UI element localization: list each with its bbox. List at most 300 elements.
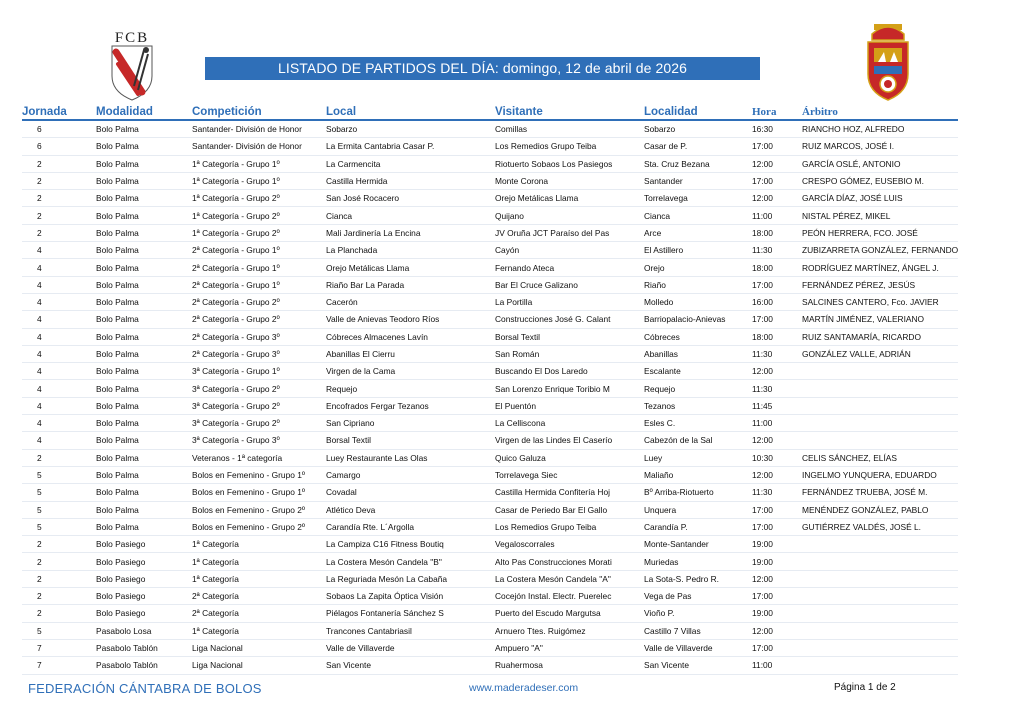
cell-localidad: Monte-Santander	[644, 536, 752, 553]
cell-competicion: 3ª Categoría - Grupo 2º	[192, 415, 326, 432]
cell-modalidad: Pasabolo Losa	[96, 622, 192, 639]
cell-competicion: Bolos en Femenino - Grupo 2º	[192, 518, 326, 535]
cell-hora: 16:30	[752, 120, 802, 138]
cell-local: Borsal Textil	[326, 432, 495, 449]
cell-visitante: San Lorenzo Enrique Toribio M	[495, 380, 644, 397]
table-row	[22, 311, 958, 328]
cell-local: Virgen de la Cama	[326, 363, 495, 380]
cell-local: La Planchada	[326, 242, 495, 259]
table-row	[22, 259, 958, 276]
cell-local: La Ermita Cantabria Casar P.	[326, 138, 495, 155]
cell-competicion: 1ª Categoría - Grupo 1º	[192, 155, 326, 172]
cell-local: Riaño Bar La Parada	[326, 276, 495, 293]
page-title	[205, 57, 760, 80]
cell-localidad: Santander	[644, 172, 752, 189]
cell-localidad: Sobarzo	[644, 120, 752, 138]
table-row	[22, 518, 958, 535]
cell-arbitro: NISTAL PÉREZ, MIKEL	[802, 207, 958, 224]
cell-local: Piélagos Fontanería Sánchez S	[326, 605, 495, 622]
page-number: Página 1 de 2	[834, 682, 896, 693]
cell-localidad: Abanillas	[644, 345, 752, 362]
table-row	[22, 415, 958, 432]
cell-hora: 17:00	[752, 501, 802, 518]
cell-jornada: 2	[22, 553, 96, 570]
cell-local: Carandía Rte. L´Argolla	[326, 518, 495, 535]
cell-local: Requejo	[326, 380, 495, 397]
cell-modalidad: Pasabolo Tablón	[96, 657, 192, 674]
cell-jornada: 7	[22, 639, 96, 656]
cell-competicion: 2ª Categoría - Grupo 3º	[192, 328, 326, 345]
cell-localidad: Maliaño	[644, 466, 752, 483]
cell-competicion: Liga Nacional	[192, 657, 326, 674]
cell-local: Encofrados Fergar Tezanos	[326, 397, 495, 414]
cell-competicion: 3ª Categoría - Grupo 2º	[192, 380, 326, 397]
col-header-visitante: Visitante	[495, 100, 644, 120]
cell-local: San José Rocacero	[326, 190, 495, 207]
cell-competicion: 2ª Categoría - Grupo 2º	[192, 293, 326, 310]
cell-visitante: JV Oruña JCT Paraíso del Pas	[495, 224, 644, 241]
federation-name: FEDERACIÓN CÁNTABRA DE BOLOS	[28, 681, 262, 696]
cell-localidad: Carandía P.	[644, 518, 752, 535]
cell-jornada: 2	[22, 588, 96, 605]
cell-arbitro	[802, 588, 958, 605]
cell-hora: 18:00	[752, 328, 802, 345]
cell-hora: 11:30	[752, 345, 802, 362]
table-row	[22, 120, 958, 138]
col-header-local: Local	[326, 100, 495, 120]
cell-jornada: 4	[22, 415, 96, 432]
table-row	[22, 639, 958, 656]
cell-localidad: Esles C.	[644, 415, 752, 432]
cell-arbitro: SALCINES CANTERO, Fco. JAVIER	[802, 293, 958, 310]
cell-localidad: Sta. Cruz Bezana	[644, 155, 752, 172]
cell-visitante: La Costera Mesón Candela "A"	[495, 570, 644, 587]
cell-competicion: Santander- División de Honor	[192, 120, 326, 138]
col-header-localidad: Localidad	[644, 100, 752, 120]
cell-competicion: 1ª Categoría	[192, 622, 326, 639]
cell-modalidad: Bolo Palma	[96, 138, 192, 155]
cell-hora: 17:00	[752, 639, 802, 656]
cell-local: La Campiza C16 Fitness Boutiq	[326, 536, 495, 553]
cell-hora: 12:00	[752, 190, 802, 207]
cell-modalidad: Bolo Palma	[96, 242, 192, 259]
cell-competicion: Bolos en Femenino - Grupo 2º	[192, 501, 326, 518]
cell-jornada: 6	[22, 138, 96, 155]
cell-competicion: 1ª Categoría	[192, 570, 326, 587]
cell-localidad: Arce	[644, 224, 752, 241]
cell-modalidad: Bolo Palma	[96, 224, 192, 241]
cell-visitante: Cayón	[495, 242, 644, 259]
cell-visitante: Ruahermosa	[495, 657, 644, 674]
coat-of-arms-icon	[864, 22, 912, 104]
cell-competicion: 1ª Categoría	[192, 536, 326, 553]
cell-hora: 11:30	[752, 242, 802, 259]
cell-visitante: Buscando El Dos Laredo	[495, 363, 644, 380]
cell-hora: 17:00	[752, 518, 802, 535]
cell-hora: 12:00	[752, 570, 802, 587]
table-row	[22, 397, 958, 414]
table-row	[22, 363, 958, 380]
table-row	[22, 553, 958, 570]
cell-hora: 17:00	[752, 172, 802, 189]
cell-jornada: 4	[22, 293, 96, 310]
cell-local: Camargo	[326, 466, 495, 483]
table-row	[22, 588, 958, 605]
cell-local: Castilla Hermida	[326, 172, 495, 189]
cell-hora: 16:00	[752, 293, 802, 310]
cell-visitante: Los Remedios Grupo Teiba	[495, 138, 644, 155]
cell-arbitro: GARCÍA OSLÉ, ANTONIO	[802, 155, 958, 172]
cell-jornada: 4	[22, 380, 96, 397]
cell-competicion: 2ª Categoría - Grupo 3º	[192, 345, 326, 362]
cell-jornada: 5	[22, 484, 96, 501]
cell-visitante: Orejo Metálicas Llama	[495, 190, 644, 207]
cell-hora: 17:00	[752, 311, 802, 328]
cell-arbitro: CRESPO GÓMEZ, EUSEBIO M.	[802, 172, 958, 189]
website-link[interactable]: www.maderadeser.com	[469, 682, 579, 694]
cell-arbitro	[802, 570, 958, 587]
cell-visitante: Arnuero Ttes. Ruigómez	[495, 622, 644, 639]
col-header-competicion: Competición	[192, 100, 326, 120]
cell-jornada: 2	[22, 605, 96, 622]
cell-jornada: 4	[22, 259, 96, 276]
cell-hora: 12:00	[752, 363, 802, 380]
cell-localidad: San Vicente	[644, 657, 752, 674]
cell-arbitro: PEÓN HERRERA, FCO. JOSÉ	[802, 224, 958, 241]
cell-hora: 18:00	[752, 259, 802, 276]
table-row	[22, 380, 958, 397]
cell-arbitro: FERNÁNDEZ PÉREZ, JESÚS	[802, 276, 958, 293]
cell-competicion: Liga Nacional	[192, 639, 326, 656]
cell-localidad: Bº Arriba-Riotuerto	[644, 484, 752, 501]
cell-modalidad: Bolo Palma	[96, 415, 192, 432]
cell-localidad: El Astillero	[644, 242, 752, 259]
cell-competicion: 2ª Categoría	[192, 588, 326, 605]
cell-localidad: Torrelavega	[644, 190, 752, 207]
table-row	[22, 276, 958, 293]
table-row	[22, 207, 958, 224]
cell-jornada: 5	[22, 622, 96, 639]
cell-localidad: Luey	[644, 449, 752, 466]
cell-local: Abanillas El Cierru	[326, 345, 495, 362]
cell-local: Mali Jardinería La Encina	[326, 224, 495, 241]
cell-arbitro	[802, 536, 958, 553]
table-row	[22, 605, 958, 622]
cell-visitante: Puerto del Escudo Margutsa	[495, 605, 644, 622]
table-header-row	[22, 100, 958, 120]
cell-localidad: Vega de Pas	[644, 588, 752, 605]
cell-hora: 17:00	[752, 276, 802, 293]
cell-modalidad: Bolo Pasiego	[96, 588, 192, 605]
cell-jornada: 5	[22, 518, 96, 535]
cell-visitante: Castilla Hermida Confitería Hoj	[495, 484, 644, 501]
cell-modalidad: Bolo Palma	[96, 501, 192, 518]
cell-jornada: 4	[22, 345, 96, 362]
cell-competicion: 1ª Categoría - Grupo 1º	[192, 172, 326, 189]
cell-jornada: 2	[22, 155, 96, 172]
table-row	[22, 484, 958, 501]
cell-arbitro	[802, 397, 958, 414]
cell-modalidad: Bolo Palma	[96, 328, 192, 345]
cell-modalidad: Bolo Palma	[96, 397, 192, 414]
table-row	[22, 172, 958, 189]
cell-visitante: El Puentón	[495, 397, 644, 414]
cell-modalidad: Bolo Palma	[96, 380, 192, 397]
cell-hora: 11:45	[752, 397, 802, 414]
cell-localidad: Orejo	[644, 259, 752, 276]
cell-localidad: Cóbreces	[644, 328, 752, 345]
cell-jornada: 4	[22, 397, 96, 414]
cell-hora: 17:00	[752, 138, 802, 155]
fixtures-table	[22, 100, 958, 675]
cell-hora: 12:00	[752, 432, 802, 449]
cell-arbitro	[802, 415, 958, 432]
cell-modalidad: Bolo Palma	[96, 345, 192, 362]
cell-visitante: Quijano	[495, 207, 644, 224]
cell-local: Cóbreces Almacenes Lavín	[326, 328, 495, 345]
cell-visitante: Cocejón Instal. Electr. Puerelec	[495, 588, 644, 605]
cell-modalidad: Bolo Palma	[96, 449, 192, 466]
col-header-arbitro: Árbitro	[802, 100, 958, 120]
col-header-modalidad: Modalidad	[96, 100, 192, 120]
fcb-logo-icon	[104, 20, 160, 102]
col-header-jornada: Jornada	[22, 100, 96, 120]
cell-jornada: 2	[22, 172, 96, 189]
cell-competicion: 1ª Categoría - Grupo 2º	[192, 190, 326, 207]
page-title-text: LISTADO DE PARTIDOS DEL DÍA: domingo, 12 de abril de 2026	[277, 60, 688, 76]
cell-localidad: La Sota-S. Pedro R.	[644, 570, 752, 587]
cell-localidad: Unquera	[644, 501, 752, 518]
cell-local: La Costera Mesón Candela "B"	[326, 553, 495, 570]
cell-arbitro: FERNÁNDEZ TRUEBA, JOSÉ M.	[802, 484, 958, 501]
cell-local: Orejo Metálicas Llama	[326, 259, 495, 276]
cell-arbitro	[802, 380, 958, 397]
cell-visitante: Riotuerto Sobaos Los Pasiegos	[495, 155, 644, 172]
cell-hora: 19:00	[752, 553, 802, 570]
cell-jornada: 2	[22, 207, 96, 224]
table-row	[22, 570, 958, 587]
cell-hora: 19:00	[752, 605, 802, 622]
cell-modalidad: Bolo Palma	[96, 293, 192, 310]
cell-local: Valle de Villaverde	[326, 639, 495, 656]
table-row	[22, 345, 958, 362]
cell-local: Valle de Anievas Teodoro Ríos	[326, 311, 495, 328]
cell-jornada: 2	[22, 536, 96, 553]
cell-local: Atlético Deva	[326, 501, 495, 518]
cell-hora: 17:00	[752, 588, 802, 605]
table-row	[22, 242, 958, 259]
cell-modalidad: Pasabolo Tablón	[96, 639, 192, 656]
cell-arbitro: CELIS SÁNCHEZ, ELÍAS	[802, 449, 958, 466]
cell-jornada: 5	[22, 501, 96, 518]
cell-modalidad: Bolo Palma	[96, 120, 192, 138]
cell-arbitro	[802, 622, 958, 639]
cell-local: La Reguriada Mesón La Cabaña	[326, 570, 495, 587]
cell-modalidad: Bolo Pasiego	[96, 553, 192, 570]
cell-modalidad: Bolo Palma	[96, 190, 192, 207]
cell-arbitro: GARCÍA DÍAZ, JOSÉ LUIS	[802, 190, 958, 207]
cell-competicion: 2ª Categoría - Grupo 1º	[192, 259, 326, 276]
cell-visitante: Construcciones José G. Calant	[495, 311, 644, 328]
cell-hora: 11:00	[752, 657, 802, 674]
cell-arbitro	[802, 363, 958, 380]
cell-hora: 11:30	[752, 484, 802, 501]
cell-localidad: Requejo	[644, 380, 752, 397]
cell-localidad: Castillo 7 Villas	[644, 622, 752, 639]
cell-visitante: Los Remedios Grupo Teiba	[495, 518, 644, 535]
cell-competicion: 3ª Categoría - Grupo 3º	[192, 432, 326, 449]
cell-modalidad: Bolo Palma	[96, 466, 192, 483]
cell-visitante: Quico Galuza	[495, 449, 644, 466]
cell-modalidad: Bolo Palma	[96, 432, 192, 449]
cell-visitante: Monte Corona	[495, 172, 644, 189]
cell-modalidad: Bolo Palma	[96, 276, 192, 293]
cell-local: Luey Restaurante Las Olas	[326, 449, 495, 466]
cell-local: San Vicente	[326, 657, 495, 674]
table-row	[22, 138, 958, 155]
cell-localidad: Barriopalacio-Anievas	[644, 311, 752, 328]
cell-arbitro: GUTIÉRREZ VALDÉS, JOSÉ L.	[802, 518, 958, 535]
cell-competicion: 2ª Categoría - Grupo 1º	[192, 276, 326, 293]
cell-visitante: Virgen de las Lindes El Caserío	[495, 432, 644, 449]
cell-jornada: 4	[22, 363, 96, 380]
cell-competicion: 3ª Categoría - Grupo 1º	[192, 363, 326, 380]
cell-arbitro: RODRÍGUEZ MARTÍNEZ, ÁNGEL J.	[802, 259, 958, 276]
cell-competicion: Bolos en Femenino - Grupo 1º	[192, 466, 326, 483]
cell-visitante: Vegaloscorrales	[495, 536, 644, 553]
cell-competicion: Veteranos - 1ª categoría	[192, 449, 326, 466]
cell-localidad: Cabezón de la Sal	[644, 432, 752, 449]
table-row	[22, 622, 958, 639]
cell-arbitro: RUIZ MARCOS, JOSÉ I.	[802, 138, 958, 155]
cell-visitante: Ampuero "A"	[495, 639, 644, 656]
cell-visitante: Alto Pas Construcciones Morati	[495, 553, 644, 570]
cell-arbitro: MARTÍN JIMÉNEZ, VALERIANO	[802, 311, 958, 328]
cell-arbitro: ZUBIZARRETA GONZÁLEZ, FERNANDO	[802, 242, 958, 259]
cell-modalidad: Bolo Pasiego	[96, 536, 192, 553]
cell-competicion: 1ª Categoría	[192, 553, 326, 570]
cell-hora: 12:00	[752, 622, 802, 639]
table-row	[22, 501, 958, 518]
cell-visitante: Casar de Periedo Bar El Gallo	[495, 501, 644, 518]
cell-local: Sobarzo	[326, 120, 495, 138]
cell-hora: 19:00	[752, 536, 802, 553]
table-row	[22, 432, 958, 449]
logo-text: FCB	[114, 30, 150, 46]
cell-arbitro	[802, 639, 958, 656]
cell-visitante: Fernando Ateca	[495, 259, 644, 276]
cell-localidad: Muriedas	[644, 553, 752, 570]
cell-local: Sobaos La Zapita Óptica Visión	[326, 588, 495, 605]
cell-arbitro: RIANCHO HOZ, ALFREDO	[802, 120, 958, 138]
cell-local: Cianca	[326, 207, 495, 224]
cell-jornada: 4	[22, 432, 96, 449]
cell-localidad: Casar de P.	[644, 138, 752, 155]
cell-competicion: 2ª Categoría - Grupo 1º	[192, 242, 326, 259]
cell-modalidad: Bolo Palma	[96, 259, 192, 276]
col-header-hora: Hora	[752, 100, 802, 120]
cell-jornada: 4	[22, 242, 96, 259]
cell-jornada: 2	[22, 224, 96, 241]
table-row	[22, 657, 958, 674]
cell-competicion: 2ª Categoría - Grupo 2º	[192, 311, 326, 328]
cell-modalidad: Bolo Pasiego	[96, 570, 192, 587]
table-row	[22, 536, 958, 553]
table-row	[22, 190, 958, 207]
cell-visitante: La Celliscona	[495, 415, 644, 432]
cell-localidad: Molledo	[644, 293, 752, 310]
cell-localidad: Tezanos	[644, 397, 752, 414]
cell-competicion: 2ª Categoría	[192, 605, 326, 622]
cell-visitante: Comillas	[495, 120, 644, 138]
cell-jornada: 2	[22, 570, 96, 587]
cell-localidad: Escalante	[644, 363, 752, 380]
table-row	[22, 293, 958, 310]
table-row	[22, 449, 958, 466]
cell-competicion: Bolos en Femenino - Grupo 1º	[192, 484, 326, 501]
cell-jornada: 4	[22, 328, 96, 345]
cell-visitante: Torrelavega Siec	[495, 466, 644, 483]
cell-arbitro	[802, 432, 958, 449]
cell-arbitro: INGELMO YUNQUERA, EDUARDO	[802, 466, 958, 483]
cell-arbitro: RUIZ SANTAMARÍA, RICARDO	[802, 328, 958, 345]
table-row	[22, 155, 958, 172]
cell-modalidad: Bolo Palma	[96, 363, 192, 380]
cell-jornada: 2	[22, 449, 96, 466]
cell-jornada: 7	[22, 657, 96, 674]
cell-arbitro: GONZÁLEZ VALLE, ADRIÁN	[802, 345, 958, 362]
cell-modalidad: Bolo Palma	[96, 484, 192, 501]
cell-local: Cacerón	[326, 293, 495, 310]
cell-jornada: 2	[22, 190, 96, 207]
cell-modalidad: Bolo Palma	[96, 172, 192, 189]
cell-localidad: Valle de Villaverde	[644, 639, 752, 656]
cell-modalidad: Bolo Palma	[96, 311, 192, 328]
cell-arbitro	[802, 657, 958, 674]
cell-hora: 10:30	[752, 449, 802, 466]
cell-hora: 11:00	[752, 415, 802, 432]
cell-modalidad: Bolo Pasiego	[96, 605, 192, 622]
cell-hora: 11:00	[752, 207, 802, 224]
cell-modalidad: Bolo Palma	[96, 518, 192, 535]
cell-local: Trancones Cantabriasil	[326, 622, 495, 639]
cell-arbitro: MENÉNDEZ GONZÁLEZ, PABLO	[802, 501, 958, 518]
cell-visitante: Bar El Cruce Galizano	[495, 276, 644, 293]
cell-local: San Cipriano	[326, 415, 495, 432]
table-row	[22, 224, 958, 241]
cell-competicion: 1ª Categoría - Grupo 2º	[192, 207, 326, 224]
cell-visitante: San Román	[495, 345, 644, 362]
cell-hora: 11:30	[752, 380, 802, 397]
cell-hora: 18:00	[752, 224, 802, 241]
cell-competicion: Santander- División de Honor	[192, 138, 326, 155]
cell-hora: 12:00	[752, 466, 802, 483]
cell-modalidad: Bolo Palma	[96, 207, 192, 224]
cell-modalidad: Bolo Palma	[96, 155, 192, 172]
cell-visitante: Borsal Textil	[495, 328, 644, 345]
cell-jornada: 6	[22, 120, 96, 138]
cell-competicion: 3ª Categoría - Grupo 2º	[192, 397, 326, 414]
cell-arbitro	[802, 605, 958, 622]
table-row	[22, 466, 958, 483]
cell-jornada: 5	[22, 466, 96, 483]
table-row	[22, 328, 958, 345]
cell-visitante: La Portilla	[495, 293, 644, 310]
cell-localidad: Vioño P.	[644, 605, 752, 622]
cell-localidad: Cianca	[644, 207, 752, 224]
cell-local: Covadal	[326, 484, 495, 501]
cell-jornada: 4	[22, 311, 96, 328]
